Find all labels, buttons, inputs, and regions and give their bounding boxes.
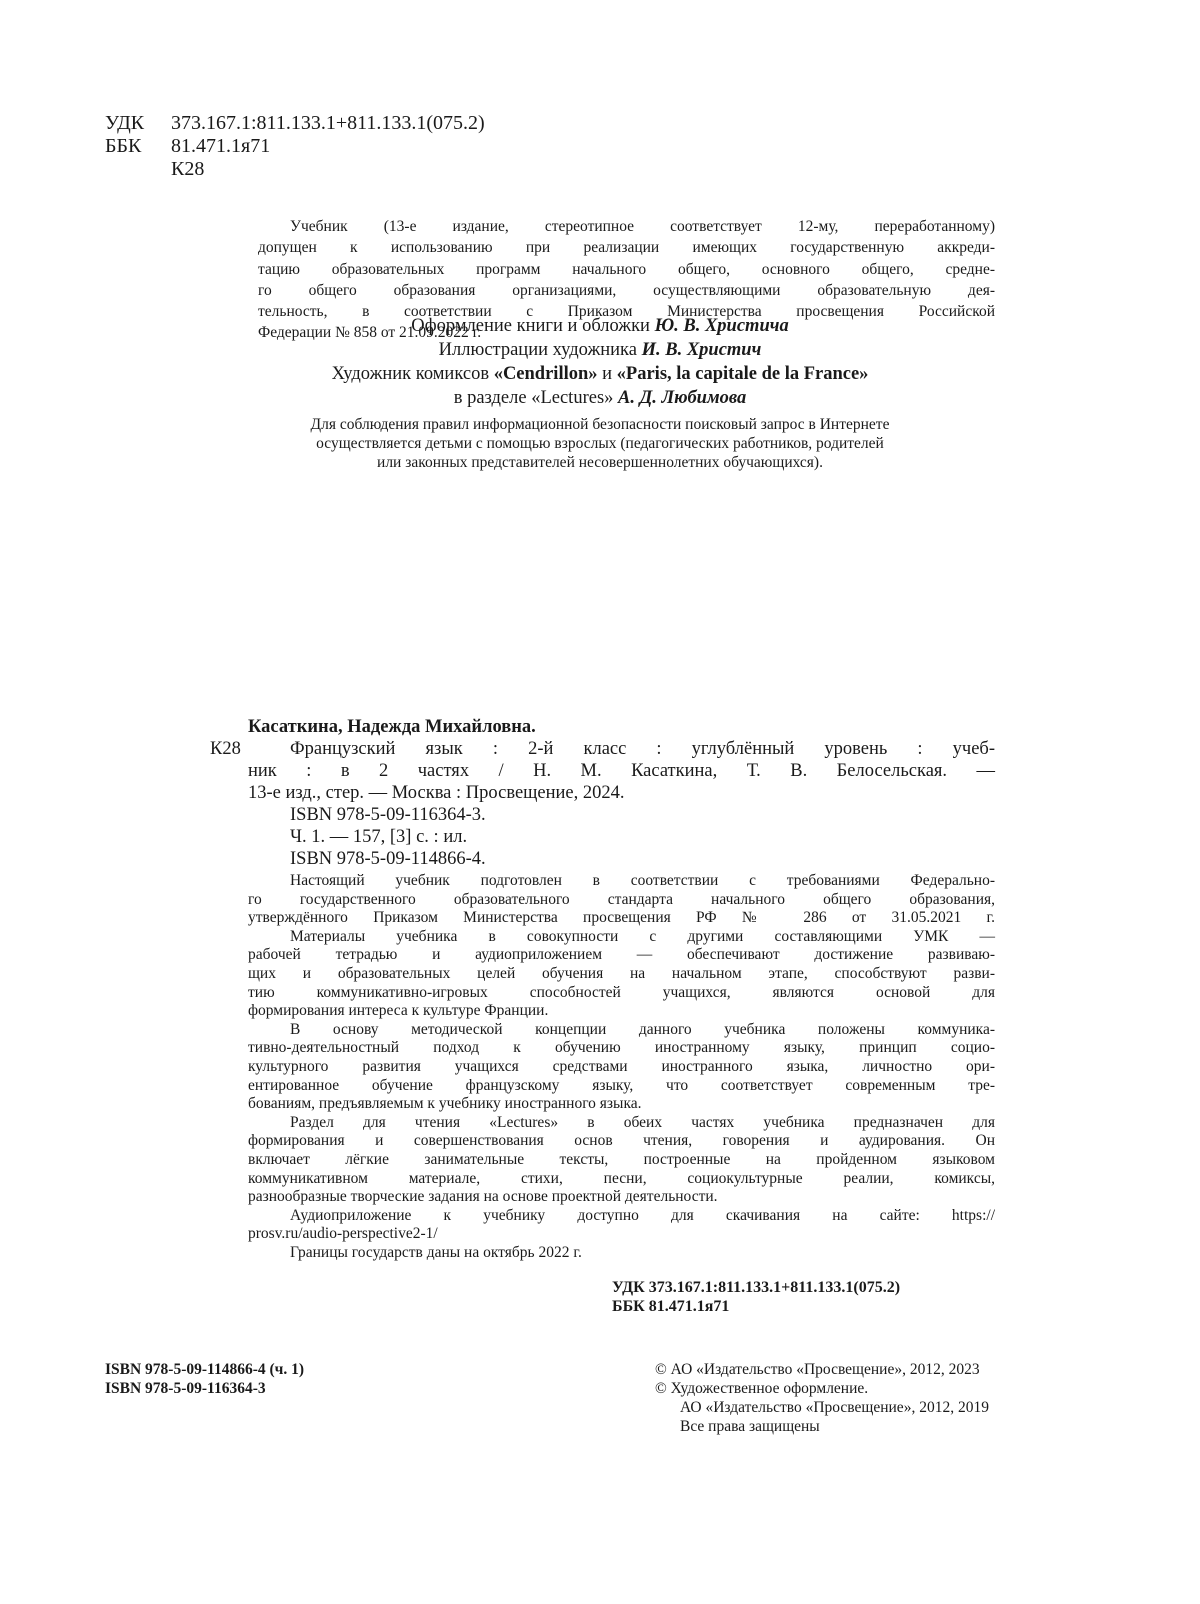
bbk-label: ББК	[105, 135, 142, 157]
annotation-line: разнообразные творческие задания на основе проектной деятельности.	[248, 1188, 718, 1206]
approval-line: допущен к использованию при реализации имеющих государственную аккреди-	[258, 239, 995, 257]
approval-line: Федерации № 858 от 21.09.2022 г.	[258, 324, 482, 342]
annotation-line: формирования и совершенствования основ чтения, говорения и аудирования. Он	[248, 1132, 995, 1150]
annotation-line: тию коммуникативно-игровых способностей учащихся, являются основой для	[248, 983, 995, 1001]
annotation-line: prosv.ru/audio-perspective2-1/	[248, 1225, 438, 1243]
illustrator-name: И. В. Христич	[641, 340, 762, 360]
biblio-line: 13-е изд., стер. — Москва : Просвещение, 2024.	[248, 783, 625, 803]
annotation-line: формирования интереса к культуре Франции.	[248, 1002, 549, 1020]
comics-credit: Художник комиксов	[331, 364, 494, 384]
approval-line: Учебник (13-е издание, стереотипное соответствует 12-му, переработанному)	[290, 218, 995, 235]
annotation-line: рабочей тетрадью и аудиоприложением — обеспечивают достижение развиваю-	[248, 946, 995, 964]
safety-line: или законных представителей несовершеннолетних обучающихся).	[377, 454, 823, 471]
designer-name: Ю. В. Христича	[654, 316, 789, 336]
biblio-isbn-part: ISBN 978-5-09-114866-4.	[290, 849, 486, 869]
section-credit: в разделе «Lectures»	[453, 388, 619, 408]
isbn-block	[105, 1360, 304, 1398]
annotation-line: го государственного образовательного стандарта начального общего образования,	[248, 890, 995, 908]
copyright-line: © Художественное оформление.	[655, 1380, 869, 1397]
copyright-block	[655, 1360, 989, 1436]
conjunction: и	[597, 364, 617, 384]
annotation-line: Настоящий учебник подготовлен в соответствии с требованиями Федерально-	[290, 872, 995, 889]
annotation-line: Аудиоприложение к учебнику доступно для скачивания на сайте: https://	[290, 1206, 995, 1224]
biblio-author: Касаткина, Надежда Михайловна.	[248, 717, 536, 737]
biblio-line: Французский язык : 2-й класс : углублённый уровень : учеб-	[290, 739, 995, 759]
approval-line: тельность, в соответствии с Приказом Министерства просвещения Российской	[258, 303, 995, 321]
annotation-line: Раздел для чтения «Lectures» в обеих частях учебника предназначен для	[290, 1113, 995, 1131]
annotation-line: щих и образовательных целей обучения на начальном этапе, способствуют разви-	[248, 964, 995, 982]
annotation-line: В основу методической концепции данного учебника положены коммуника-	[290, 1020, 995, 1038]
comics-artist-name: А. Д. Любимова	[618, 388, 747, 408]
biblio-part: Ч. 1. — 157, [3] с. : ил.	[290, 827, 468, 847]
credits-block	[150, 314, 1050, 410]
copyright-line: © АО «Издательство «Просвещение», 2012, 2023	[655, 1361, 980, 1378]
author-mark: К28	[171, 158, 205, 180]
classification-codes	[105, 112, 485, 181]
classification-codes-bottom	[612, 1278, 900, 1316]
isbn-set: ISBN 978-5-09-116364-3	[105, 1380, 266, 1397]
annotation	[248, 872, 995, 1262]
annotation-line: культурного развития учащихся средствами иностранного языка, личностно ори-	[248, 1057, 995, 1075]
bbk-bottom: ББК 81.471.1я71	[612, 1298, 730, 1315]
annotation-line: утверждённого Приказом Министерства просвещения РФ № 286 от 31.05.2021 г.	[248, 909, 995, 927]
udk-bottom: УДК 373.167.1:811.133.1+811.133.1(075.2)	[612, 1279, 901, 1296]
approval-line: го общего образования организациями, осуществляющими образовательную дея-	[258, 281, 995, 299]
illustration-credit: Иллюстрации художника	[438, 340, 642, 360]
biblio-mark: К28	[210, 739, 241, 759]
copyright-line: Все права защищены	[680, 1418, 820, 1435]
design-credit: Оформление книги и обложки	[411, 316, 655, 336]
annotation-line: Материалы учебника в совокупности с другими составляющими УМК —	[290, 927, 995, 945]
bibliographic-entry	[210, 716, 995, 870]
safety-line: осуществляется детьми с помощью взрослых (педагогических работников, родителей	[316, 435, 884, 452]
udk-label: УДК	[105, 112, 145, 134]
safety-line: Для соблюдения правил информационной безопасности поисковый запрос в Интернете	[310, 416, 890, 433]
approval-line: тацию образовательных программ начального общего, основного общего, средне-	[258, 260, 995, 278]
biblio-isbn-set: ISBN 978-5-09-116364-3.	[290, 805, 486, 825]
biblio-line: ник : в 2 частях / Н. М. Касаткина, Т. В. Белосельская. —	[248, 761, 995, 781]
bbk-value: 81.471.1я71	[171, 135, 271, 157]
safety-notice	[205, 415, 995, 472]
annotation-line: тивно-деятельностный подход к обучению иностранному языку, принцип социо-	[248, 1039, 995, 1057]
comic-title-1: «Cendrillon»	[493, 364, 598, 384]
isbn-part-1: ISBN 978-5-09-114866-4 (ч. 1)	[105, 1361, 305, 1378]
annotation-line: включает лёгкие занимательные тексты, построенные на пройденном языковом	[248, 1150, 995, 1168]
udk-value: 373.167.1:811.133.1+811.133.1(075.2)	[171, 112, 485, 134]
annotation-line: Границы государств даны на октябрь 2022 г.	[290, 1243, 582, 1261]
copyright-line: АО «Издательство «Просвещение», 2012, 2019	[680, 1399, 989, 1416]
annotation-line: коммуникативном материале, стихи, песни, социокультурные реалии, комиксы,	[248, 1169, 995, 1187]
comic-title-2: «Paris, la capitale de la France»	[616, 364, 869, 384]
annotation-line: бованиям, предъявляемым к учебнику иностранного языка.	[248, 1095, 642, 1113]
annotation-line: ентированное обучение французскому языку, что соответствует современным тре-	[248, 1076, 995, 1094]
